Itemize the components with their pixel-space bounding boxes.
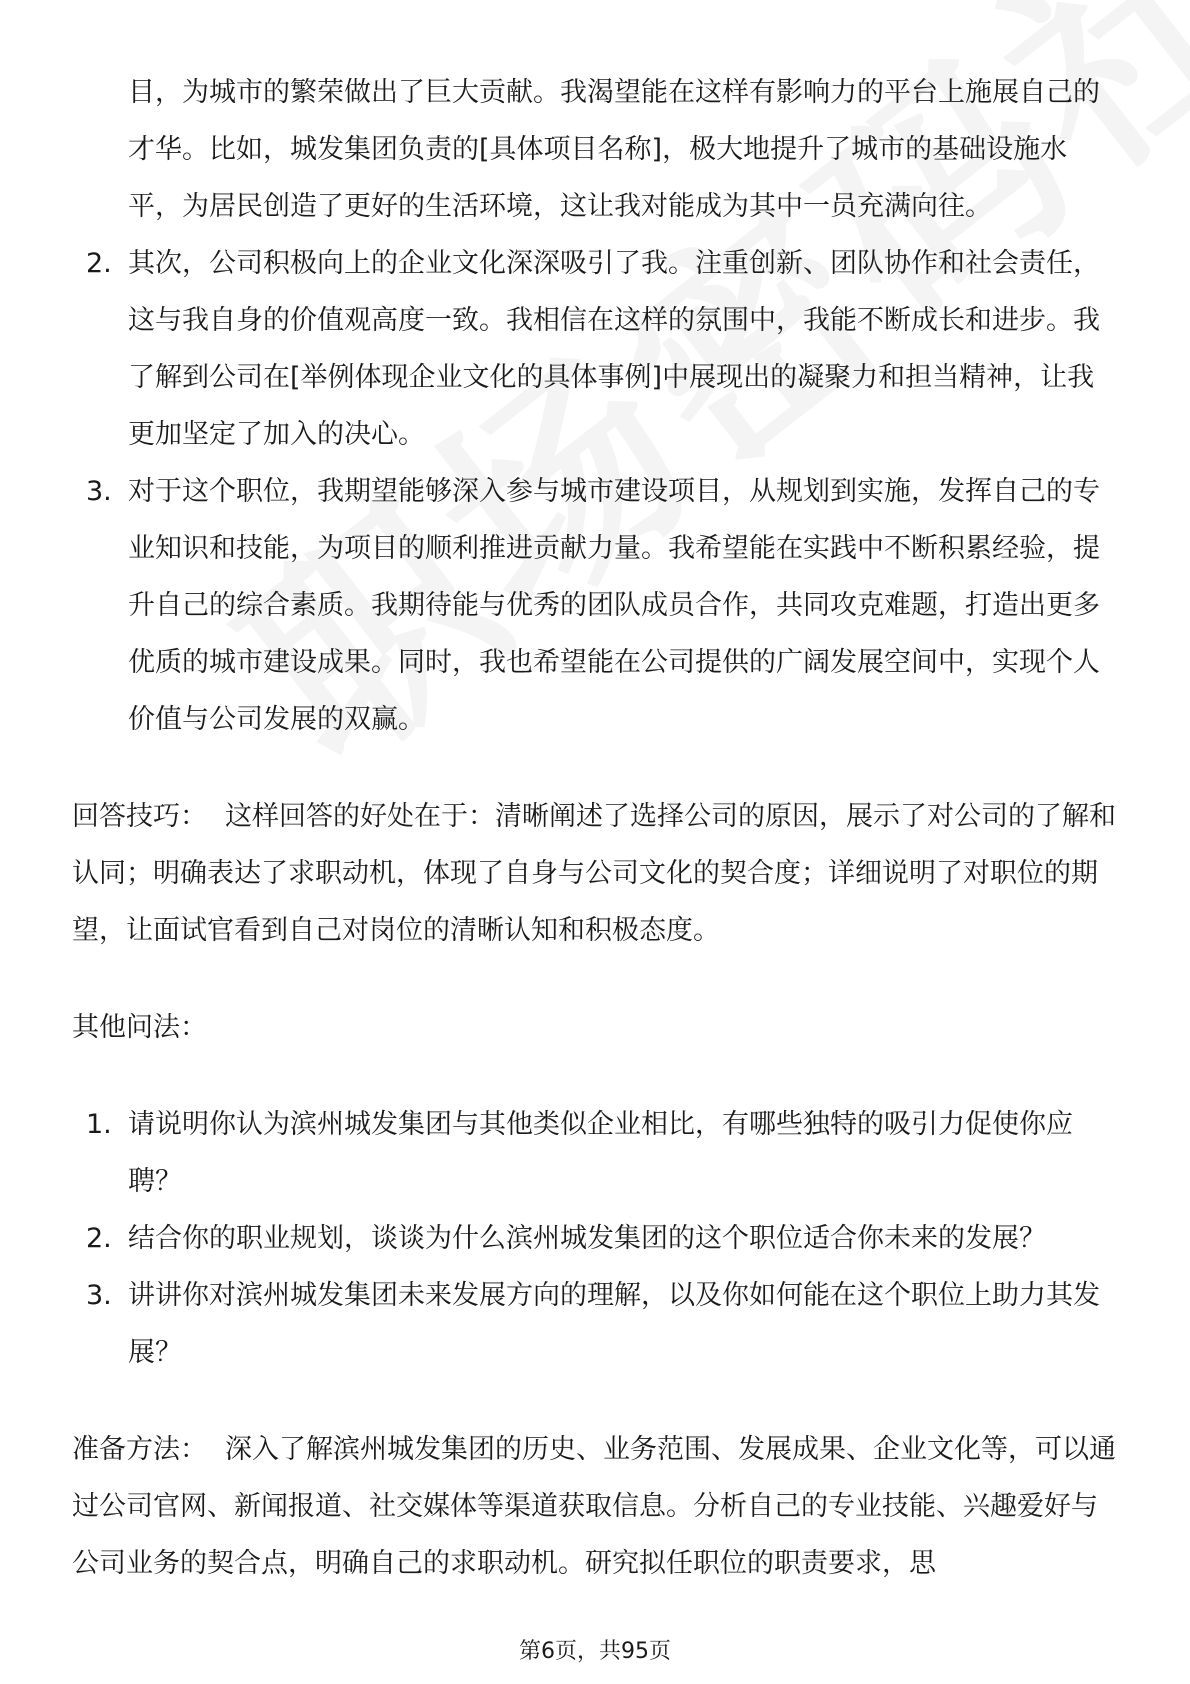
other-questions-heading: 其他问法： bbox=[72, 1012, 207, 1043]
list-item bbox=[72, 235, 1118, 463]
document-body bbox=[72, 64, 1118, 1592]
answer-tips-paragraph bbox=[72, 788, 1118, 959]
answer-list bbox=[72, 235, 1118, 748]
list-text: 请说明你认为滨州城发集团与其他类似企业相比，有哪些独特的吸引力促使你应聘？ bbox=[128, 1109, 1073, 1197]
preparation-paragraph bbox=[72, 1421, 1118, 1592]
preparation-label: 准备方法： bbox=[72, 1434, 207, 1465]
list-number: 3. bbox=[86, 1280, 112, 1311]
list-text: 对于这个职位，我期望能够深入参与城市建设项目，从规划到实施，发挥自己的专业知识和技能，为项目的顺利推进贡献力量。我希望能在实践中不断积累经验，提升自己的综合素质。我期待能与优秀的团队成员合作，共同攻克难题，打造出更多优质的城市建设成果。同时，我也希望能在公司提供的广阔发展空间中，实现个人价值与公司发展的双赢。 bbox=[128, 476, 1100, 735]
tips-text: 这样回答的好处在于：清晰阐述了选择公司的原因，展示了对公司的了解和认同；明确表达了求职动机，体现了自身与公司文化的契合度；详细说明了对职位的期望，让面试官看到自己对岗位的清晰认知和积极态度。 bbox=[72, 801, 1116, 946]
list-item bbox=[72, 463, 1118, 748]
list-number: 3. bbox=[86, 476, 112, 507]
list-text: 结合你的职业规划，谈谈为什么滨州城发集团的这个职位适合你未来的发展？ bbox=[128, 1223, 1046, 1254]
list-item bbox=[72, 1267, 1118, 1381]
list-number: 2. bbox=[86, 248, 112, 279]
list-number: 2. bbox=[86, 1223, 112, 1254]
preparation-text: 深入了解滨州城发集团的历史、业务范围、发展成果、企业文化等，可以通过公司官网、新闻报道、社交媒体等渠道获取信息。分析自己的专业技能、兴趣爱好与公司业务的契合点，明确自己的求职动机。研究拟任职位的职责要求，思 bbox=[72, 1434, 1116, 1579]
other-questions-list bbox=[72, 1096, 1118, 1381]
list-text: 其次，公司积极向上的企业文化深深吸引了我。注重创新、团队协作和社会责任，这与我自身的价值观高度一致。我相信在这样的氛围中，我能不断成长和进步。我了解到公司在[举例体现企业文化的具体事例]中展现出的凝聚力和担当精神，让我更加坚定了加入的决心。 bbox=[128, 248, 1100, 450]
list-item bbox=[72, 1096, 1118, 1210]
list-number: 1. bbox=[86, 1109, 112, 1140]
tips-label: 回答技巧： bbox=[72, 801, 207, 832]
continued-answer-item: 目，为城市的繁荣做出了巨大贡献。我渴望能在这样有影响力的平台上施展自己的才华。比如，城发集团负责的[具体项目名称]，极大地提升了城市的基础设施水平，为居民创造了更好的生活环境，这让我对能成为其中一员充满向往。 bbox=[128, 77, 1100, 222]
list-text: 讲讲你对滨州城发集团未来发展方向的理解，以及你如何能在这个职位上助力其发展？ bbox=[128, 1280, 1100, 1368]
list-item bbox=[72, 1210, 1118, 1267]
page-footer: 第6页，共95页 bbox=[519, 1639, 671, 1664]
